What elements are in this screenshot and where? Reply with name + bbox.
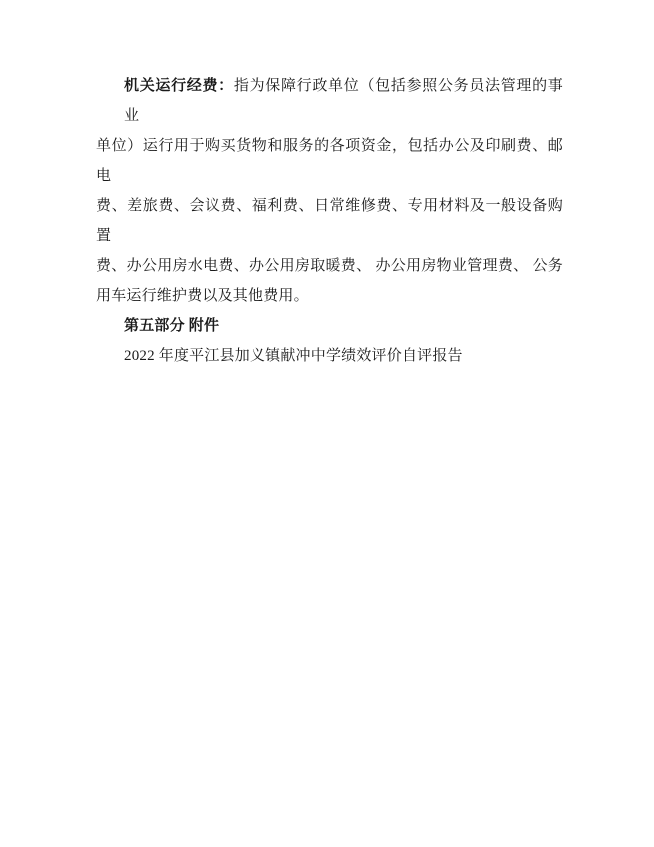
term-label: 机关运行经费： <box>124 78 234 94</box>
paragraph-line-3: 费、差旅费、会议费、福利费、日常维修费、专用材料及一般设备购置 <box>96 198 563 244</box>
paragraph-line-4: 费、办公用房水电费、办公用房取暖费、 办公用房物业管理费、 公务 <box>96 258 563 274</box>
paragraph-line-1 <box>96 71 563 131</box>
paragraph-line-5: 用车运行维护费以及其他费用。 <box>96 288 309 304</box>
section-heading: 第五部分 附件 <box>124 318 220 334</box>
paragraph-line-2: 单位）运行用于购买货物和服务的各项资金，包括办公及印刷费、邮电 <box>96 138 563 184</box>
report-title: 2022 年度平江县加义镇献冲中学绩效评价自评报告 <box>124 348 463 364</box>
document-text-block <box>96 71 563 371</box>
paragraph-line-1-text: 指为保障行政单位（包括参照公务员法管理的事业 <box>124 78 563 124</box>
